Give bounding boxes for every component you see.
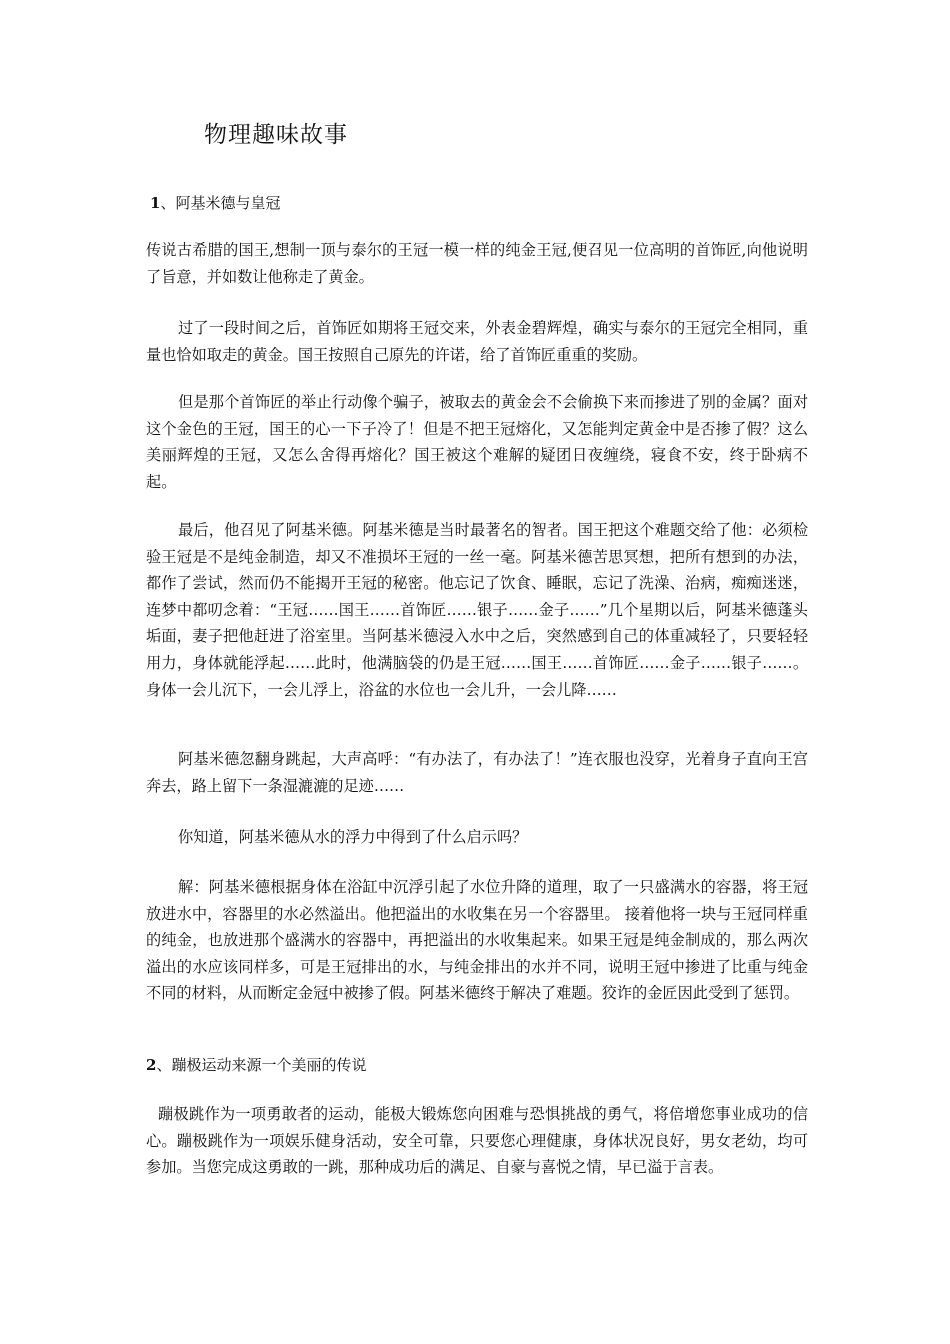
document-title: 物理趣味故事 [204, 122, 348, 148]
paragraph: 阿基米德忽翻身跳起，大声高呼：“有办法了，有办法了！”连衣服也没穿，光着身子直向王宫奔去，路上留下一条湿漉漉的足迹…… [146, 750, 808, 795]
paragraph: 你知道，阿基米德从水的浮力中得到了什么启示吗？ [178, 828, 528, 846]
paragraph: 但是那个首饰匠的举止行动像个骗子，被取去的黄金会不会偷换下来而掺进了别的金属？面对这个金色的王冠，国王的心一下子冷了！但是不把王冠熔化，又怎能判定黄金中是否掺了假？这么美丽辉煌的王冠，又怎么舍得再熔化？国王被这个难解的疑团日夜缠绕，寝食不安，终于卧病不起。 [146, 393, 808, 491]
answer-paragraph: 解：阿基米德根据身体在浴缸中沉浮引起了水位升降的道理，取了一只盛满水的容器，将王冠放进水中，容器里的水必然溢出。他把溢出的水收集在另一个容器里。 接着他将一块与王冠同样重的纯金，也放进那个盛满水的容器中，再把溢出的水收集起来。如果王冠是纯金制成的，那么两次溢出的水应该同样多，可是王冠排出的水，与纯金排出的水并不同，说明王冠中掺进了比重与纯金不同的材料，从而断定金冠中被掺了假。阿基米德终于解决了难题。狡诈的金匠因此受到了惩罚。 [146, 878, 808, 1003]
section-number-2: 2 [146, 1056, 157, 1074]
paragraph: 最后，他召见了阿基米德。阿基米德是当时最著名的智者。国王把这个难题交给了他：必须检验王冠是不是纯金制造，却又不准损坏王冠的一丝一毫。阿基米德苦思冥想，把所有想到的办法，都作了尝试，然而仍不能揭开王冠的秘密。他忘记了饮食、睡眠，忘记了洗澡、治病，痴痴迷迷，连梦中都叨念着：“王冠……国王……首饰匠……银子……金子……”几个星期以后，阿基米德蓬头垢面，妻子把他赶进了浴室里。当阿基米德浸入水中之后，突然感到自己的体重减轻了，只要轻轻用力，身体就能浮起……此时，他满脑袋的仍是王冠……国王……首饰匠……金子……银子……。身体一会儿沉下，一会儿浮上，浴盆的水位也一会儿升，一会儿降…… [146, 521, 808, 699]
section-number-1: 1 [150, 194, 161, 212]
paragraph: 过了一段时间之后，首饰匠如期将王冠交来，外表金碧辉煌，确实与泰尔的王冠完全相同，重量也恰如取走的黄金。国王按照自己原先的许诺，给了首饰匠重重的奖励。 [146, 319, 808, 364]
section-heading-1 [150, 192, 280, 213]
section-title-1: 、阿基米德与皇冠 [160, 194, 281, 212]
paragraph: 传说古希腊的国王,想制一顶与泰尔的王冠一模一样的纯金王冠,便召见一位高明的首饰匠,向他说明了旨意，并如数让他称走了黄金。 [146, 241, 808, 286]
section-heading-2 [146, 1054, 366, 1075]
section-title-2: 、蹦极运动来源一个美丽的传说 [156, 1056, 367, 1074]
paragraph: 蹦极跳作为一项勇敢者的运动，能极大锻炼您向困难与恐惧挑战的勇气，将倍增您事业成功的信心。蹦极跳作为一项娱乐健身活动，安全可靠，只要您心理健康，身体状况良好，男女老幼，均可参加。当您完成这勇敢的一跳，那种成功后的满足、自豪与喜悦之情，早已溢于言表。 [146, 1105, 808, 1177]
